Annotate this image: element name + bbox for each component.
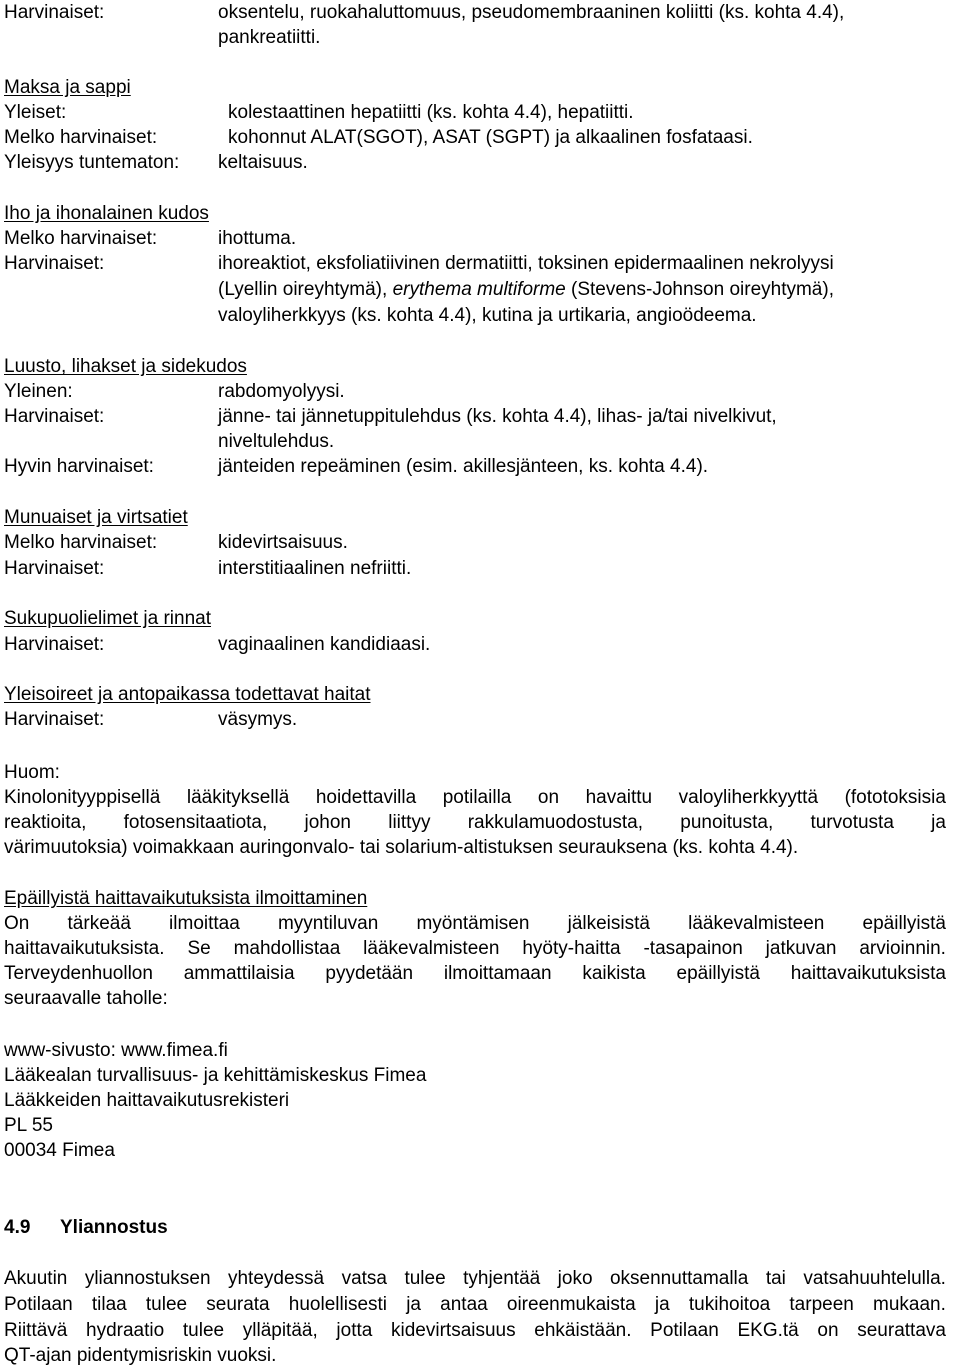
word: Potilaan [4,1294,73,1315]
word: on [817,1320,839,1341]
address-line-2: Lääkealan turvallisuus- ja kehittämiskeskus Fimea [4,1065,427,1086]
word: joko [557,1268,593,1289]
word: kidevirtsaisuus [391,1320,516,1341]
huom-line-3: värimuutoksia) voimakkaan auringonvalo- tai solarium-altistuksen seurauksena (ks. kohta 4.4). [4,837,799,858]
word: hydraatio [86,1320,165,1341]
suku-label-1: Harvinaiset: [4,634,105,655]
luusto-value-2-line-2: niveltulehdus. [218,431,335,452]
word: tyhjentää [463,1268,541,1289]
word: potilailla [442,787,512,808]
word: arvioinnin. [859,938,946,959]
word: johon [304,812,351,833]
word: lääkevalmisteen [363,938,500,959]
iho-value-2-italic: erythema multiforme [392,279,566,300]
word: Riittävä [4,1320,68,1341]
iho-value-1: ihottuma. [218,228,297,249]
word: tulee [145,1294,188,1315]
word: punoitusta, [680,812,774,833]
luusto-label-2: Harvinaiset: [4,406,105,427]
section-heading-maksa: Maksa ja sappi [4,77,131,98]
word: reaktioita, [4,812,87,833]
word: oireenmukaista [506,1294,636,1315]
maksa-label-3: Yleisyys tuntematon: [4,152,180,173]
word: valoyliherkkyyttä [678,787,819,808]
word: (fototoksisia [844,787,946,808]
word: mahdollistaa [233,938,341,959]
word: ja [406,1294,421,1315]
word: ylläpitää, [242,1320,318,1341]
word: ehkäistään. [534,1320,632,1341]
word: tukihoitoa [688,1294,771,1315]
yliannostus-line-2 [4,1292,946,1317]
word: Se [187,938,211,959]
iho-label-2: Harvinaiset: [4,253,105,274]
luusto-label-3: Hyvin harvinaiset: [4,456,154,477]
iho-value-2-text-a: (Lyellin oireyhtymä), [218,279,393,300]
section-number-49: 4.9 [4,1217,31,1238]
yleis-value-1: väsymys. [218,709,298,730]
iho-label-1: Melko harvinaiset: [4,228,158,249]
word: tulee [404,1268,446,1289]
word: haittavaikutuksista. [4,938,165,959]
section-heading-iho: Iho ja ihonalainen kudos [4,203,209,224]
word: vatsa [341,1268,387,1289]
word: jatkuvan [765,938,837,959]
section-heading-yleis: Yleisoireet ja antopaikassa todettavat haitat [4,684,371,705]
section-title-49: Yliannostus [60,1217,168,1238]
iho-value-2-line-1: ihoreaktiot, eksfoliatiivinen dermatiitti, toksinen epidermaalinen nekrolyysi [218,253,834,274]
word: mukaan. [873,1294,946,1315]
word: antaa [440,1294,488,1315]
word: pyydetään [325,963,414,984]
munuaiset-label-2: Harvinaiset: [4,558,105,579]
word: yhteydessä [227,1268,325,1289]
word: Potilaan [650,1320,719,1341]
top-value-line-1: oksentelu, ruokahaluttomuus, pseudomembraaninen koliitti (ks. kohta 4.4), [218,2,845,23]
maksa-label-1: Yleiset: [4,102,67,123]
word: -tasapainon [643,938,743,959]
word: tai [765,1268,786,1289]
section-heading-munuaiset: Munuaiset ja virtsatiet [4,507,188,528]
word: myyntiluvan [277,913,379,934]
word: Kinolonityyppisellä [4,787,161,808]
section-heading-luusto: Luusto, lihakset ja sidekudos [4,356,247,377]
word: ilmoittaa [169,913,240,934]
word: jotta [336,1320,373,1341]
word: seurattava [857,1320,946,1341]
section-heading-suku: Sukupuolielimet ja rinnat [4,608,212,629]
section-heading-ilmoitus: Epäillyistä haittavaikutuksista ilmoittaminen [4,888,368,909]
word: lääkityksellä [186,787,290,808]
ilmoitus-line-1 [4,911,946,936]
word: jälkeisistä [567,913,650,934]
address-line-4: PL 55 [4,1115,53,1136]
word: ilmoittamaan [443,963,552,984]
maksa-value-3: keltaisuus. [218,152,308,173]
top-label: Harvinaiset: [4,2,105,23]
word: turvotusta [810,812,894,833]
yliannostus-line-3 [4,1318,946,1343]
word: rakkulamuodostusta, [467,812,644,833]
word: oksennuttamalla [609,1268,749,1289]
ilmoitus-line-3 [4,961,946,986]
address-line-3: Lääkkeiden haittavaikutusrekisteri [4,1090,290,1111]
word: EKG.tä [737,1320,799,1341]
ilmoitus-line-2 [4,936,946,961]
iho-value-2-line-2 [218,277,834,302]
luusto-label-1: Yleinen: [4,381,73,402]
word: Akuutin [4,1268,68,1289]
huom-heading: Huom: [4,762,60,783]
word: tarpeen [789,1294,854,1315]
word: tilaa [91,1294,127,1315]
maksa-value-2: kohonnut ALAT(SGOT), ASAT (SGPT) ja alkaalinen fosfataasi. [228,127,753,148]
word: tärkeää [67,913,131,934]
word: kaikista [582,963,646,984]
huom-line-1 [4,785,946,810]
word: havaittu [585,787,653,808]
word: epäillyistä [676,963,760,984]
word: seurata [206,1294,270,1315]
word: hyöty-haitta [522,938,621,959]
word: Terveydenhuollon [4,963,153,984]
yliannostus-line-1 [4,1266,946,1291]
munuaiset-value-2: interstitiaalinen nefriitti. [218,558,412,579]
munuaiset-value-1: kidevirtsaisuus. [218,532,348,553]
word: myöntämisen [416,913,530,934]
suku-value-1: vaginaalinen kandidiaasi. [218,634,431,655]
address-line-1: www-sivusto: www.fimea.fi [4,1040,228,1061]
huom-line-2 [4,810,946,835]
word: On [4,913,30,934]
maksa-label-2: Melko harvinaiset: [4,127,158,148]
yleis-label-1: Harvinaiset: [4,709,105,730]
luusto-value-3: jänteiden repeäminen (esim. akillesjänteen, ks. kohta 4.4). [218,456,709,477]
word: huolellisesti [288,1294,388,1315]
iho-value-2-text-c: (Stevens-Johnson oireyhtymä), [565,279,834,300]
word: fotosensitaatiota, [123,812,268,833]
top-value-line-2: pankreatiitti. [218,27,321,48]
word: liittyy [388,812,431,833]
word: on [537,787,560,808]
word: ja [931,812,946,833]
luusto-value-1: rabdomyolyysi. [218,381,345,402]
word: hoidettavilla [315,787,417,808]
word: haittavaikutuksista [790,963,946,984]
luusto-value-2-line-1: jänne- tai jännetuppitulehdus (ks. kohta 4.4), lihas- ja/tai nivelkivut, [218,406,777,427]
word: yliannostuksen [84,1268,211,1289]
word: vatsahuuhtelulla. [803,1268,946,1289]
maksa-value-1: kolestaattinen hepatiitti (ks. kohta 4.4), hepatiitti. [228,102,634,123]
word: tulee [182,1320,225,1341]
munuaiset-label-1: Melko harvinaiset: [4,532,158,553]
ilmoitus-line-4: seuraavalle taholle: [4,988,168,1009]
word: epäillyistä [862,913,946,934]
iho-value-2-line-3: valoyliherkkyys (ks. kohta 4.4), kutina ja urtikaria, angioödeema. [218,305,757,326]
word: ammattilaisia [183,963,295,984]
word: ja [654,1294,670,1315]
word: lääkevalmisteen [688,913,825,934]
address-line-5: 00034 Fimea [4,1140,115,1161]
yliannostus-line-4: QT-ajan pidentymisriskin vuoksi. [4,1345,277,1366]
